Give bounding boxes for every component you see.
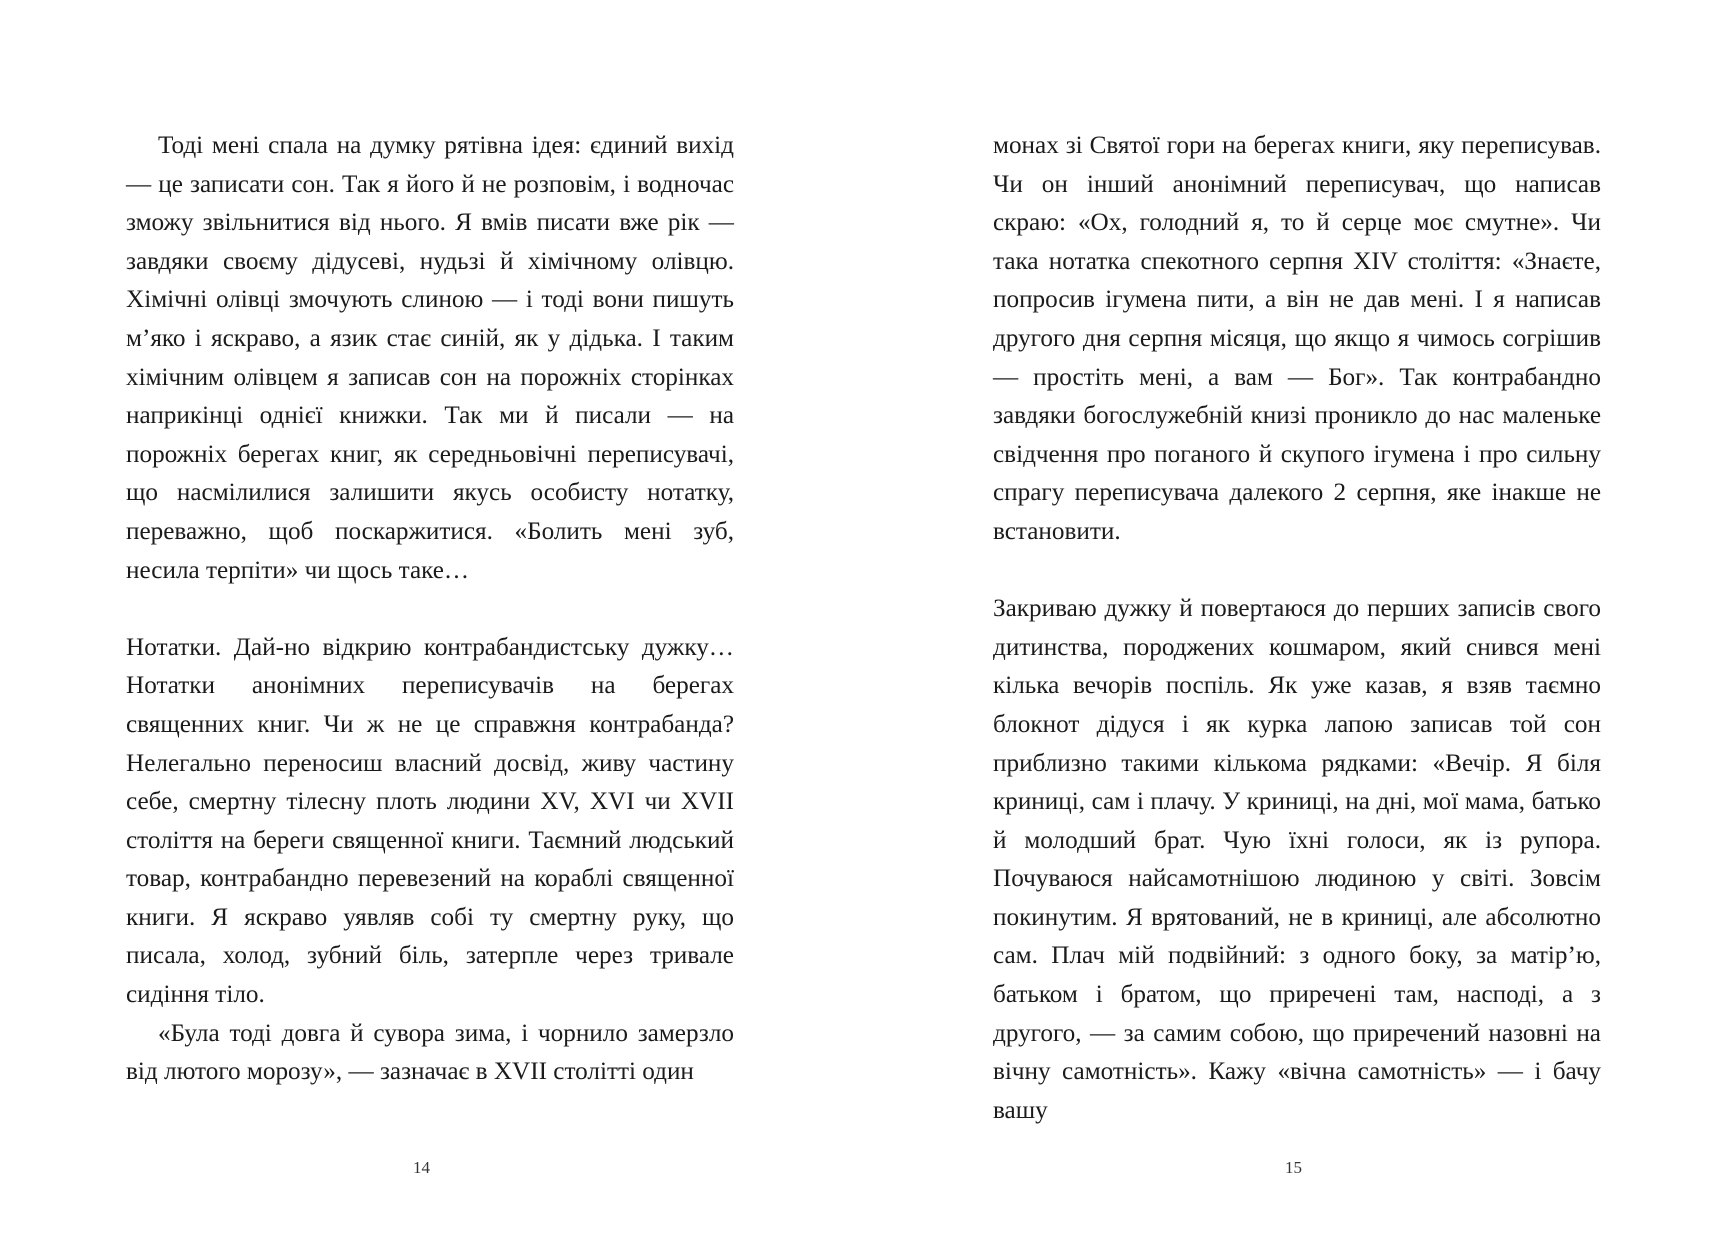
paragraph: Нотатки. Дай-но відкрию контрабандистську дужку… Нотатки анонімних переписувачів на берегах священних книг. Чи ж не це справжня контрабанда? Нелегально переносиш власний досвід, живу частину себе, смертну тілесну плоть людини XV, XVI чи XVII століття на береги священної книги. Таємний людський товар, контрабандно перевезений на кораблі священної книги. Я яскраво уявляв собі ту смертну руку, що писала, холод, зубний біль, затерпле через тривале сидіння тіло.: [126, 633, 734, 1009]
paragraph: монах зі Святої гори на берегах книги, яку переписував. Чи он інший анонімний переписувач, що написав скраю: «Ох, голодний я, то й серце моє смутне». Чи така нотатка спекотного серпня XIV століття: «Знаєте, попросив ігумена пити, а він не дав мені. І я написав другого дня серпня місяця, що якщо я чимось согрішив — простіть мені, а вам — Бог». Так контрабандно завдяки богослужебній книзі проникло до нас маленьке свідчення про поганого й скупого ігумена і про сильну спрагу переписувача далекого 2 серпня, яке інакше не встановити.: [993, 132, 1601, 545]
paragraph: Закриваю дужку й повертаюся до перших записів свого дитинства, породжених кошмаром, який снився мені кілька вечорів поспіль. Як уже казав, я взяв таємно блокнот дідуся і як курка лапою записав той сон приблизно такими кількома рядками: «Вечір. Я біля криниці, сам і плачу. У криниці, на дні, мої мама, батько й молодший брат. Чую їхні голоси, як із рупора. Почуваюся найсамотнішою людиною у світі. Зовсім покинутим. Я врятований, не в криниці, але абсолютно сам. Плач мій подвійний: з одного боку, за матір’ю, батьком і братом, що приречені там, насподі, а з другого, — за самим собою, що приречений назовні на вічну самотність». Кажу «вічна самотність» — і бачу вашу: [993, 595, 1601, 1124]
left-page: [0, 0, 856, 1258]
paragraph: Тоді мені спала на думку рятівна ідея: єдиний вихід — це записати сон. Так я його й не розповім, і водночас зможу звільнитися від нього. Я вмів писати вже рік — завдяки своєму дідусеві, нудьзі й хімічному олівцю. Хімічні олівці змочують слиною — і тоді вони пишуть м’яко і яскраво, а язик стає синій, як у дідька. І таким хімічним олівцем я записав сон на порожніх сторінках наприкінці однієї книжки. Так ми й писали — на порожніх берегах книг, як середньовічні переписувачі, що насмілилися залишити якусь особисту нотатку, переважно, щоб поскаржитися. «Болить мені зуб, несила терпіти» чи щось таке…: [126, 132, 734, 584]
right-page: [857, 0, 1713, 1258]
page-number-label: 14: [413, 1158, 430, 1177]
paragraph: «Була тоді довга й сувора зима, і чорнило замерзло від лютого морозу», — зазначає в XVII столітті один: [126, 1019, 734, 1086]
left-page-text: [126, 127, 734, 1092]
page-number-label: 15: [1285, 1158, 1302, 1177]
right-page-text: [993, 127, 1601, 1130]
